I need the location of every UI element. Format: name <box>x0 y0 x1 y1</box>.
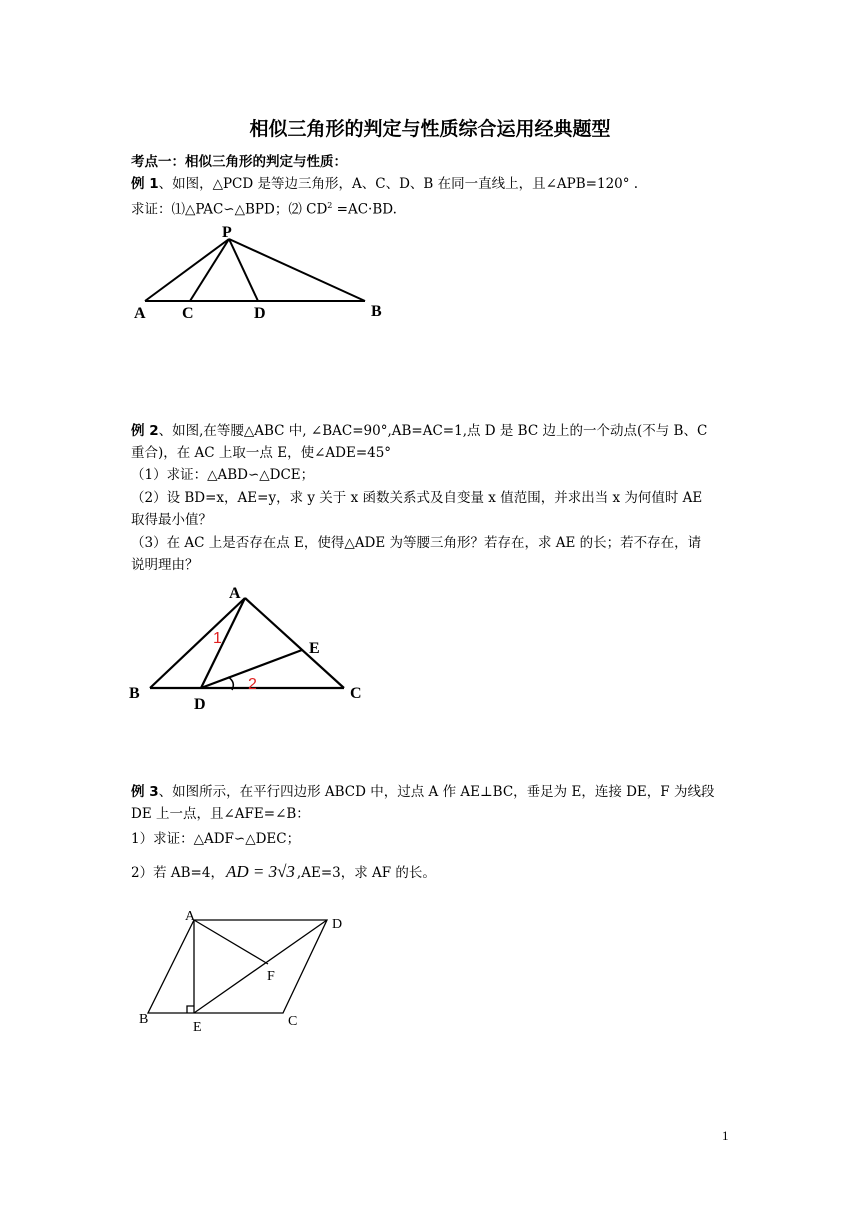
label-d: D <box>332 917 343 932</box>
superscript-2: 2 <box>327 201 333 210</box>
example-2-question-3: （3）在 AC 上是否存在点 E，使得△ADE 为等腰三角形？若存在，求 AE 的长；若不存在，请 <box>131 535 702 551</box>
example-3-label: 例 3 <box>131 784 159 800</box>
label-b: B <box>139 1012 149 1027</box>
example-2-question-1: （1）求证：△ABD∽△DCE； <box>131 467 315 483</box>
label-b: B <box>371 303 382 320</box>
formula-ad: AD = 3√3 <box>225 862 295 881</box>
example-2-label: 例 2 <box>131 423 159 439</box>
example-3-question-2-end: ,AE=3，求 AF 的长。 <box>296 865 436 881</box>
page-number: 1 <box>722 1128 729 1143</box>
label-p: P <box>222 224 232 241</box>
page-title: 相似三角形的判定与性质综合运用经典题型 <box>249 118 611 140</box>
example-1-prove-text: 求证：⑴△PAC∽△BPD；⑵ CD <box>131 201 328 218</box>
label-c: C <box>288 1014 298 1029</box>
example-2-line-2: 重合)，在 AC 上取一点 E，使∠ADE=45° <box>131 445 392 461</box>
label-a: A <box>185 909 196 924</box>
example-2-question-2-cont: 取得最小值？ <box>131 512 212 528</box>
label-e: E <box>309 640 320 657</box>
angle-label-2: 2 <box>248 676 257 693</box>
label-a: A <box>134 305 146 322</box>
section-heading: 考点一：相似三角形的判定与性质： <box>131 154 347 170</box>
label-d: D <box>254 305 266 322</box>
example-3-question-2-start: 2）若 AB=4， <box>131 865 224 881</box>
example-2-text: 、如图,在等腰△ABC 中, ∠BAC=90°,AB=AC=1,点 D 是 BC 边上的一个动点(不与 B、C <box>158 423 708 439</box>
example-3-line-2: DE 上一点，且∠AFE=∠B： <box>131 806 310 822</box>
label-c: C <box>350 685 362 702</box>
example-2-question-3-cont: 说明理由？ <box>131 557 199 573</box>
label-b: B <box>129 685 140 702</box>
example-1-text: 、如图，△PCD 是等边三角形，A、C、D、B 在同一直线上，且∠APB=120° . <box>158 176 639 192</box>
example-3-question-1: 1）求证：△ADF∽△DEC； <box>131 831 301 847</box>
label-e: E <box>193 1020 202 1035</box>
example-3-text: 、如图所示，在平行四边形 ABCD 中，过点 A 作 AE⊥BC，垂足为 E，连接 DE，F 为线段 <box>158 784 715 800</box>
label-a: A <box>229 585 241 602</box>
example-1-label: 例 1 <box>131 176 159 192</box>
label-d: D <box>194 696 206 713</box>
angle-label-1: 1 <box>213 630 222 647</box>
label-c: C <box>182 305 194 322</box>
label-f: F <box>267 969 275 984</box>
example-2-question-2: （2）设 BD=x，AE=y，求 y 关于 x 函数关系式及自变量 x 值范围，并求出当 x 为何值时 AE <box>131 490 703 506</box>
example-1-prove-text-end: =AC·BD. <box>332 201 397 218</box>
